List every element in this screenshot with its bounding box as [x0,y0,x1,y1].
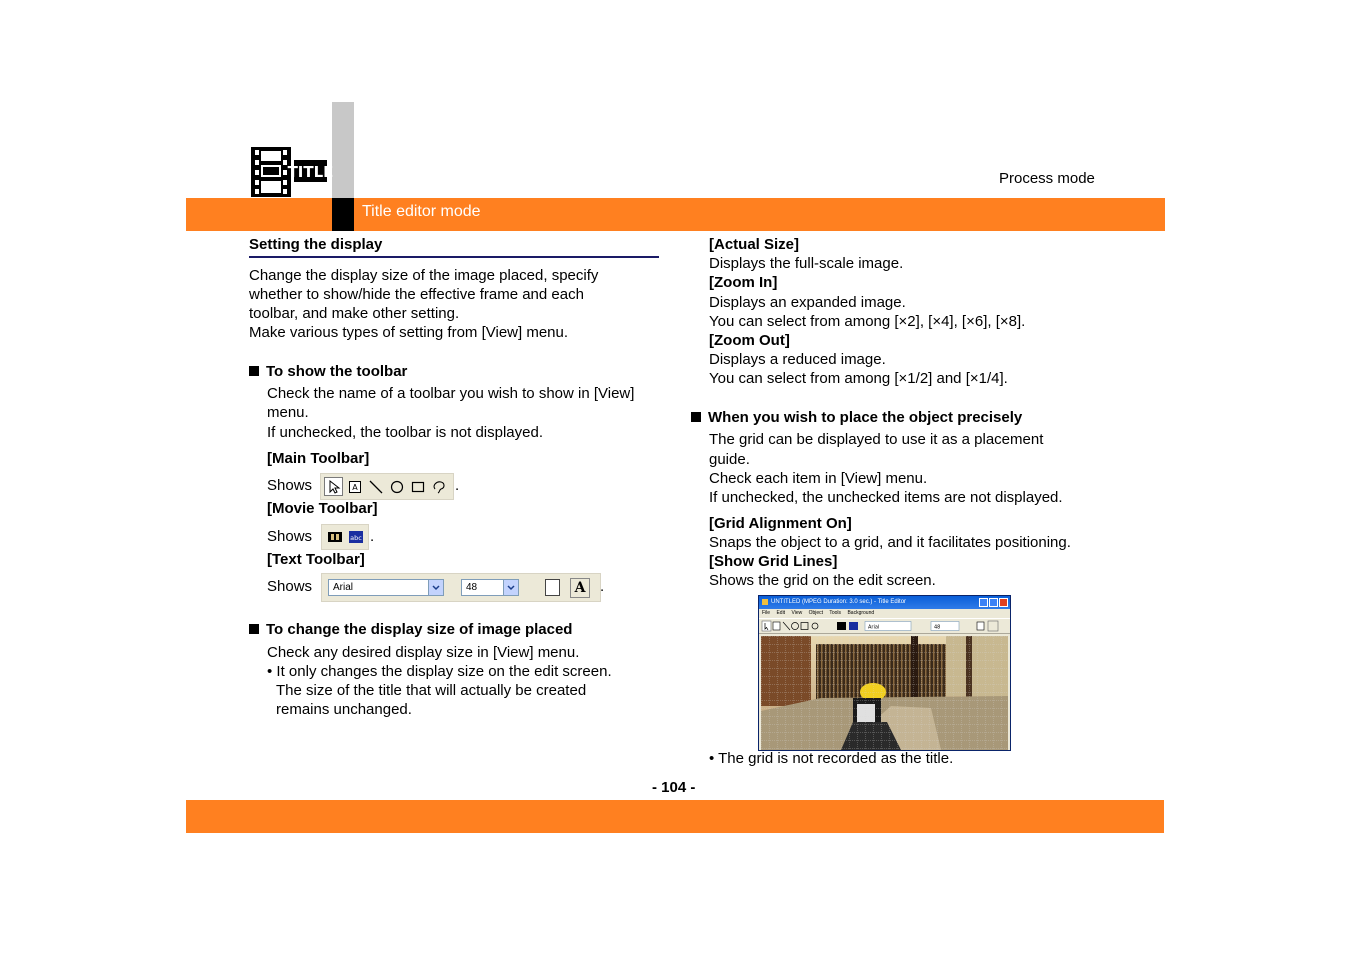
grid-alignment-label: [Grid Alignment On] [709,515,852,532]
zoom-out-label: [Zoom Out] [709,332,790,349]
zoom-out-desc: Displays a reduced image. [709,351,886,368]
movie-toolbar-image [321,524,369,550]
main-toolbar-shows: Shows [267,477,313,494]
text-toolbar-shows: Shows [267,578,313,595]
svg-text:48: 48 [934,624,941,631]
precise-desc-1: The grid can be displayed to use it as a placement [709,431,1044,448]
actual-size-desc: Displays the full-scale image. [709,255,904,272]
grid-alignment-desc: Snaps the object to a grid, and it facilitates positioning. [709,534,1071,551]
ellipse-icon [387,477,406,496]
window-toolbar [759,618,1010,634]
grid-preview-image [761,636,1008,750]
square-bullet-icon [249,624,259,634]
precise-desc-3: Check each item in [View] menu. [709,470,928,487]
size-heading: To change the display size of image placed [249,620,572,639]
window-toolbar-icons [759,620,1007,632]
chevron-down-icon [428,580,443,595]
main-toolbar-label: [Main Toolbar] [267,450,370,467]
size-bullet-3: remains unchanged. [276,701,412,718]
movie-toolbar-period: . [370,528,375,545]
precise-heading: When you wish to place the object precisely [691,408,1022,427]
text-toolbar-label: [Text Toolbar] [267,551,365,568]
menu-file: File [762,610,771,616]
text-style-icon: A [570,578,590,598]
size-bullet-2: The size of the title that will actually be created [276,682,587,699]
svg-text:A: A [351,482,358,492]
movie-toolbar-shows: Shows [267,528,313,545]
section-rule [249,256,659,258]
title-editor-screenshot [758,595,1011,751]
maximize-icon [989,598,998,607]
main-toolbar-image [320,473,454,500]
logo-text: TITLE [287,163,334,181]
grid-note: • The grid is not recorded as the title. [709,750,954,767]
intro-line-2: whether to show/hide the effective frame and each [249,286,584,303]
toolbar-desc-3: If unchecked, the toolbar is not displayed. [267,424,544,441]
svg-text:Arial: Arial [868,624,880,631]
precise-desc-4: If unchecked, the unchecked items are not displayed. [709,489,1063,506]
page-number: - 104 - [652,779,696,796]
line-icon [366,477,385,496]
rectangle-icon [408,477,427,496]
precise-desc-2: guide. [709,451,750,468]
menu-tools: Tools [829,610,842,616]
section-title: Setting the display [249,236,383,253]
toolbar-heading: To show the toolbar [249,362,407,381]
zoom-in-options: You can select from among [×2], [×4], [×6], [×8]. [709,313,1026,330]
actual-size-label: [Actual Size] [709,236,800,253]
app-icon [762,599,768,605]
zoom-in-label: [Zoom In] [709,274,778,291]
square-bullet-icon [691,412,701,422]
text-overlay-icon [346,528,365,547]
font-select: Arial [328,579,444,596]
window-menubar [759,609,1010,618]
size-select: 48 [461,579,519,596]
window-titlebar [759,596,1010,609]
main-toolbar-period: . [455,477,460,494]
text-toolbar-period: . [600,578,605,595]
mode-title: Title editor mode [362,203,481,220]
zoom-out-options: You can select from among [×1/2] and [×1/4]. [709,370,1008,387]
intro-line-3: toolbar, and make other setting. [249,305,460,322]
pointer-icon [324,477,343,496]
zoom-in-desc: Displays an expanded image. [709,294,906,311]
header-black-block [332,198,354,231]
close-icon [999,598,1008,607]
intro-line-4: Make various types of setting from [View] menu. [249,324,569,341]
toolbar-desc-1: Check the name of a toolbar you wish to show in [View] [267,385,635,402]
minimize-icon [979,598,988,607]
chevron-down-icon [503,580,518,595]
menu-background: Background [847,610,875,616]
footer-bar [186,800,1164,833]
menu-edit: Edit [776,610,786,616]
film-title-icon [250,146,334,203]
svg-text:abc: abc [349,534,362,542]
menu-view: View [791,610,803,616]
show-grid-label: [Show Grid Lines] [709,553,838,570]
header-gray-tab [332,102,354,198]
window-title: UNTITLED (MPEG Duration: 3.0 sec.) - Title Editor [771,599,907,605]
process-mode-label: Process mode [999,170,1095,187]
size-desc: Check any desired display size in [View] menu. [267,644,580,661]
size-bullet-1: • It only changes the display size on the edit screen. [267,663,612,680]
show-grid-desc: Shows the grid on the edit screen. [709,572,936,589]
text-box-icon [345,477,364,496]
film-strip-icon [325,528,344,547]
text-color-swatch-icon [545,579,560,596]
movie-toolbar-label: [Movie Toolbar] [267,500,378,517]
menu-object: Object [808,610,824,616]
square-bullet-icon [249,366,259,376]
text-toolbar-image [321,573,601,602]
toolbar-desc-2: menu. [267,404,309,421]
intro-line-1: Change the display size of the image placed, specify [249,267,599,284]
freeform-icon [429,477,448,496]
